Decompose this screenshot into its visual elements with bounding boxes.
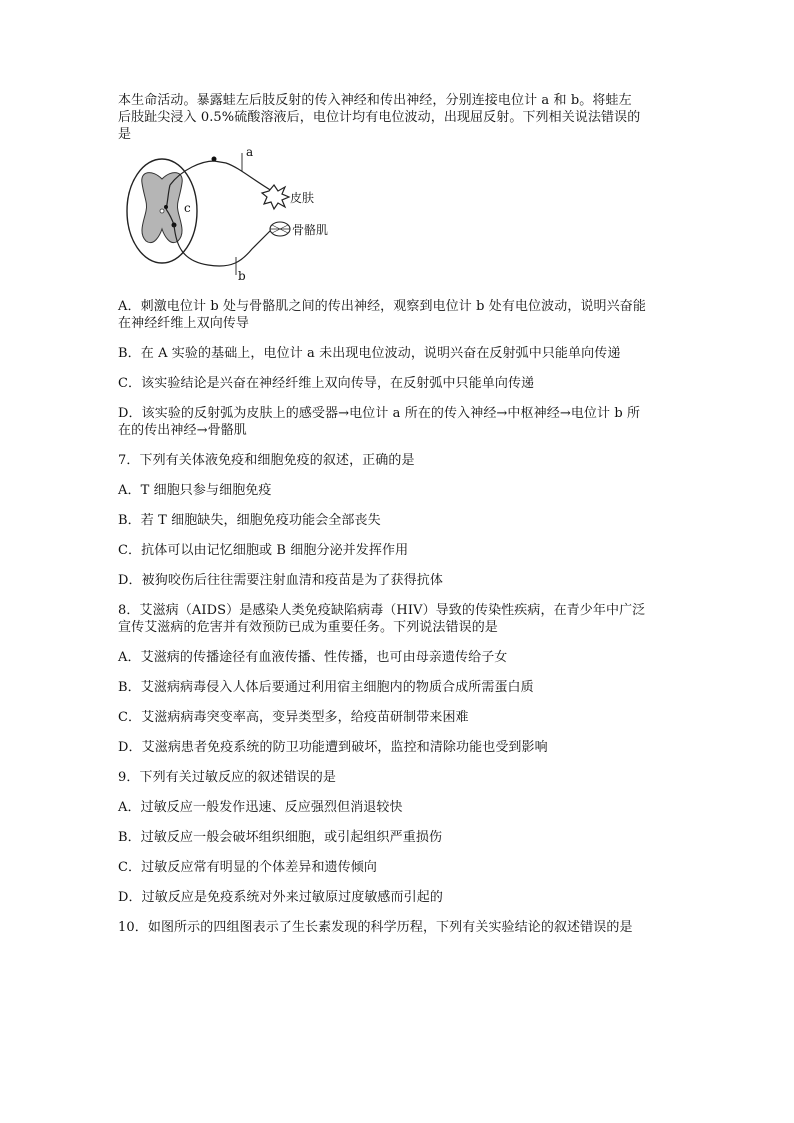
- label-a: a: [246, 145, 254, 159]
- afferent-nerve: [170, 161, 272, 191]
- q6-option-a-line-2: 在神经纤维上双向传导: [118, 316, 250, 331]
- q8-option-c: C．艾滋病病毒突变率高，变异类型多，给疫苗研制带来困难: [118, 710, 469, 725]
- label-skin: 皮肤: [290, 191, 315, 205]
- q6-stem-line-3: 是: [118, 127, 132, 142]
- q6-option-d: [118, 405, 678, 439]
- q7-option-a: A．T 细胞只参与细胞免疫: [118, 483, 272, 498]
- q9-option-b: B．过敏反应一般会破坏组织细胞，或引起组织严重损伤: [118, 830, 443, 845]
- label-c: c: [184, 201, 191, 215]
- q6-option-c-line-1: C．该实验结论是兴奋在神经纤维上双向传导，在反射弧中只能单向传递: [118, 376, 535, 391]
- q8-option-a: A．艾滋病的传播途径有血液传播、性传播，也可由母亲遗传给子女: [118, 650, 508, 665]
- q6-option-a-line-1: A．刺激电位计 b 处与骨骼肌之间的传出神经，观察到电位计 b 处有电位波动，说明兴奋能: [118, 299, 646, 314]
- q9-option-c: C．过敏反应常有明显的个体差异和遗传倾向: [118, 860, 377, 875]
- q8-option-b: B．艾滋病病毒侵入人体后要通过利用宿主细胞内的物质合成所需蛋白质: [118, 680, 534, 695]
- q10-stem: 10．如图所示的四组图表示了生长素发现的科学历程，下列有关实验结论的叙述错误的是: [118, 920, 633, 935]
- reflex-arc-diagram: [122, 149, 347, 284]
- q9-stem: 9．下列有关过敏反应的叙述错误的是: [118, 770, 336, 785]
- skin-receptor: [262, 185, 289, 209]
- q7-stem: 7．下列有关体液免疫和细胞免疫的叙述，正确的是: [118, 453, 415, 468]
- label-b: b: [238, 269, 246, 283]
- q7-option-b: B．若 T 细胞缺失，细胞免疫功能会全部丧失: [118, 513, 381, 528]
- q8-option-d: D．艾滋病患者免疫系统的防卫功能遭到破坏，监控和清除功能也受到影响: [118, 740, 548, 755]
- ganglion-dot: [212, 157, 217, 162]
- document-page: [118, 92, 678, 949]
- q6-option-b: [118, 345, 678, 362]
- q6-stem-line-2: 后肢趾尖浸入 0.5%硫酸溶液后，电位计均有电位波动，出现屈反射。下列相关说法错误的: [118, 110, 641, 125]
- q6-option-d-line-2: 在的传出神经→骨骼肌: [118, 423, 247, 438]
- central-canal: [160, 209, 164, 213]
- q6-option-c: [118, 375, 678, 392]
- q6-option-a: [118, 298, 678, 332]
- q6-option-b-line-1: B．在 A 实验的基础上，电位计 a 未出现电位波动，说明兴奋在反射弧中只能单向传递: [118, 346, 621, 361]
- q9-option-d: D．过敏反应是免疫系统对外来过敏原过度敏感而引起的: [118, 890, 443, 905]
- q9-option-a: A．过敏反应一般发作迅速、反应强烈但消退较快: [118, 800, 403, 815]
- synapse-dot-1: [164, 205, 168, 209]
- q8-stem: 8．艾滋病（AIDS）是感染人类免疫缺陷病毒（HIV）导致的传染性疾病，在青少年中广泛 宣传艾滋病的危害并有效预防已成为重要任务。下列说法错误的是: [118, 603, 646, 635]
- reflex-arc-figure: [122, 145, 347, 284]
- q6-stem: [118, 92, 678, 143]
- label-muscle: 骨骼肌: [292, 223, 329, 237]
- q6-stem-line-1: 本生命活动。暴露蛙左后肢反射的传入神经和传出神经，分别连接电位计 a 和 b。将蛙左: [118, 93, 632, 108]
- q7-option-c: C．抗体可以由记忆细胞或 B 细胞分泌并发挥作用: [118, 543, 409, 558]
- q6-option-d-line-1: D．该实验的反射弧为皮肤上的感受器→电位计 a 所在的传入神经→中枢神经→电位计 b 所: [118, 406, 641, 421]
- grey-matter: [142, 173, 182, 243]
- q7-option-d: D．被狗咬伤后往往需要注射血清和疫苗是为了获得抗体: [118, 573, 443, 588]
